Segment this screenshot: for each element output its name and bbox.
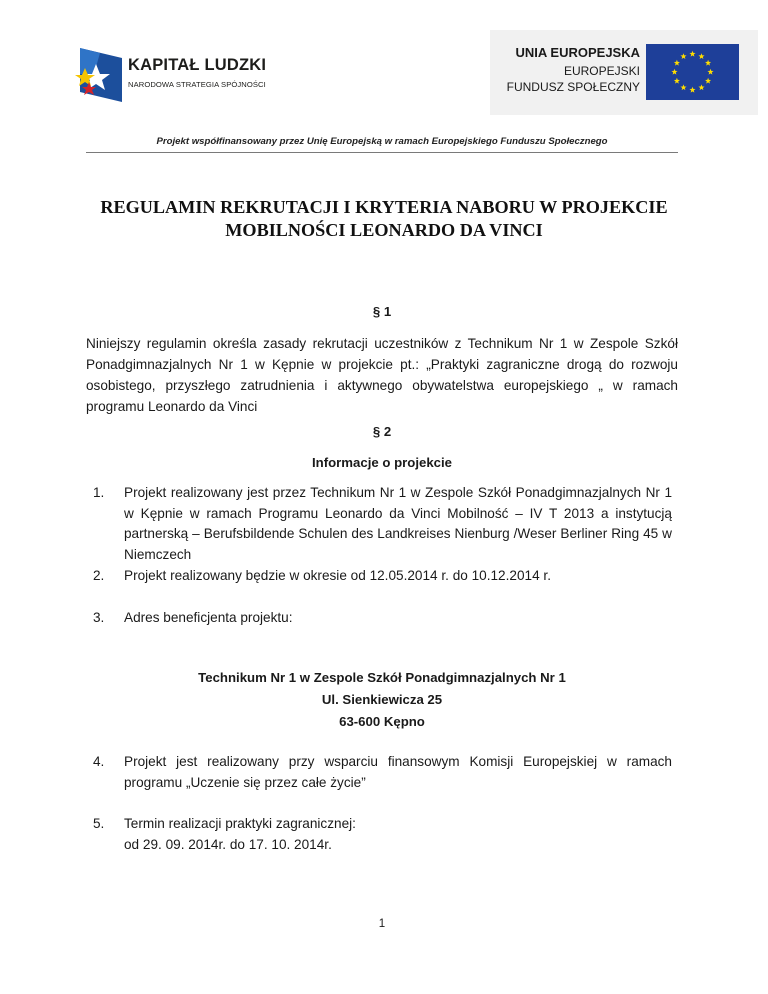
list-item-number: 3. — [93, 610, 105, 625]
page-number: 1 — [378, 918, 386, 930]
list-item-number: 1. — [93, 485, 105, 500]
eu-logo-line2: EUROPEJSKI — [563, 64, 640, 78]
list-item-text-line-1: Termin realizacji praktyki zagranicznej: — [124, 816, 356, 831]
list-item-text: Projekt realizowany będzie w okresie od 12.05.2014 r. do 10.12.2014 r. — [124, 568, 551, 583]
beneficiary-address — [86, 667, 678, 733]
list-item-text-line-2: od 29. 09. 2014r. do 17. 10. 2014r. — [124, 836, 332, 852]
list-item-text: Adres beneficjenta projektu: — [124, 610, 293, 625]
title-line-2: MOBILNOŚCI LEONARDO DA VINCI — [225, 220, 543, 240]
list-item-number: 2. — [93, 568, 105, 583]
cofinancing-note: Projekt współfinansowany przez Unię Europejską w ramach Europejskiego Funduszu Społecznego — [156, 136, 608, 147]
section-2-subheading: Informacje o projekcie — [312, 455, 452, 470]
address-line-1: Technikum Nr 1 w Zespole Szkół Ponadgimnazjalnych Nr 1 — [198, 670, 566, 685]
list-item-text: Projekt jest realizowany przy wsparciu finansowym Komisji Europejskiej w ramach programu „Uczenie się przez całe życie” — [124, 754, 672, 790]
list-item-text — [124, 814, 672, 855]
eu-flag-icon — [646, 44, 739, 100]
eu-logo-line1: UNIA EUROPEJSKA — [515, 45, 640, 60]
section-2-heading: § 2 — [372, 424, 392, 439]
title-line-1: REGULAMIN REKRUTACJI I KRYTERIA NABORU W PROJEKCIE — [100, 197, 668, 217]
kapital-ludzki-title: KAPITAŁ LUDZKI — [128, 56, 267, 74]
section-1-text: Niniejszy regulamin określa zasady rekrutacji uczestników z Technikum Nr 1 w Zespole Szkół Ponadgimnazjalnych Nr 1 w Kępnie w projekcie pt.: „Praktyki zagraniczne drogą do rozwoju osobistego, przyszłego zatrudnienia i aktywnego obywatelstwa europejskiego „ w ramach programu Leonardo da Vinci — [86, 336, 678, 414]
address-line-3: 63-600 Kępno — [339, 714, 425, 729]
eu-logo-line3: FUNDUSZ SPOŁECZNY — [506, 80, 640, 94]
list-item-text: Projekt realizowany jest przez Technikum Nr 1 w Zespole Szkół Ponadgimnazjalnych Nr 1 w Kępnie w ramach Programu Leonardo da Vinci Mobilność – IV T 2013 a instytucją partnerską – Berufsbildende Schulen des Landkreises Nienburg /Weser Berliner Ring 45 w Niemczech — [124, 485, 672, 562]
list-item-number: 5. — [93, 816, 105, 831]
header-divider — [86, 152, 678, 153]
section-1-heading: § 1 — [372, 304, 392, 319]
address-line-2: Ul. Sienkiewicza 25 — [321, 692, 443, 707]
list-item-number: 4. — [93, 754, 105, 769]
kapital-ludzki-emblem-icon — [74, 44, 126, 104]
eu-efs-logo — [490, 30, 758, 115]
kapital-ludzki-logo — [74, 44, 294, 108]
kapital-ludzki-subtitle: NARODOWA STRATEGIA SPÓJNOŚCI — [128, 80, 266, 89]
document-title — [80, 196, 688, 242]
